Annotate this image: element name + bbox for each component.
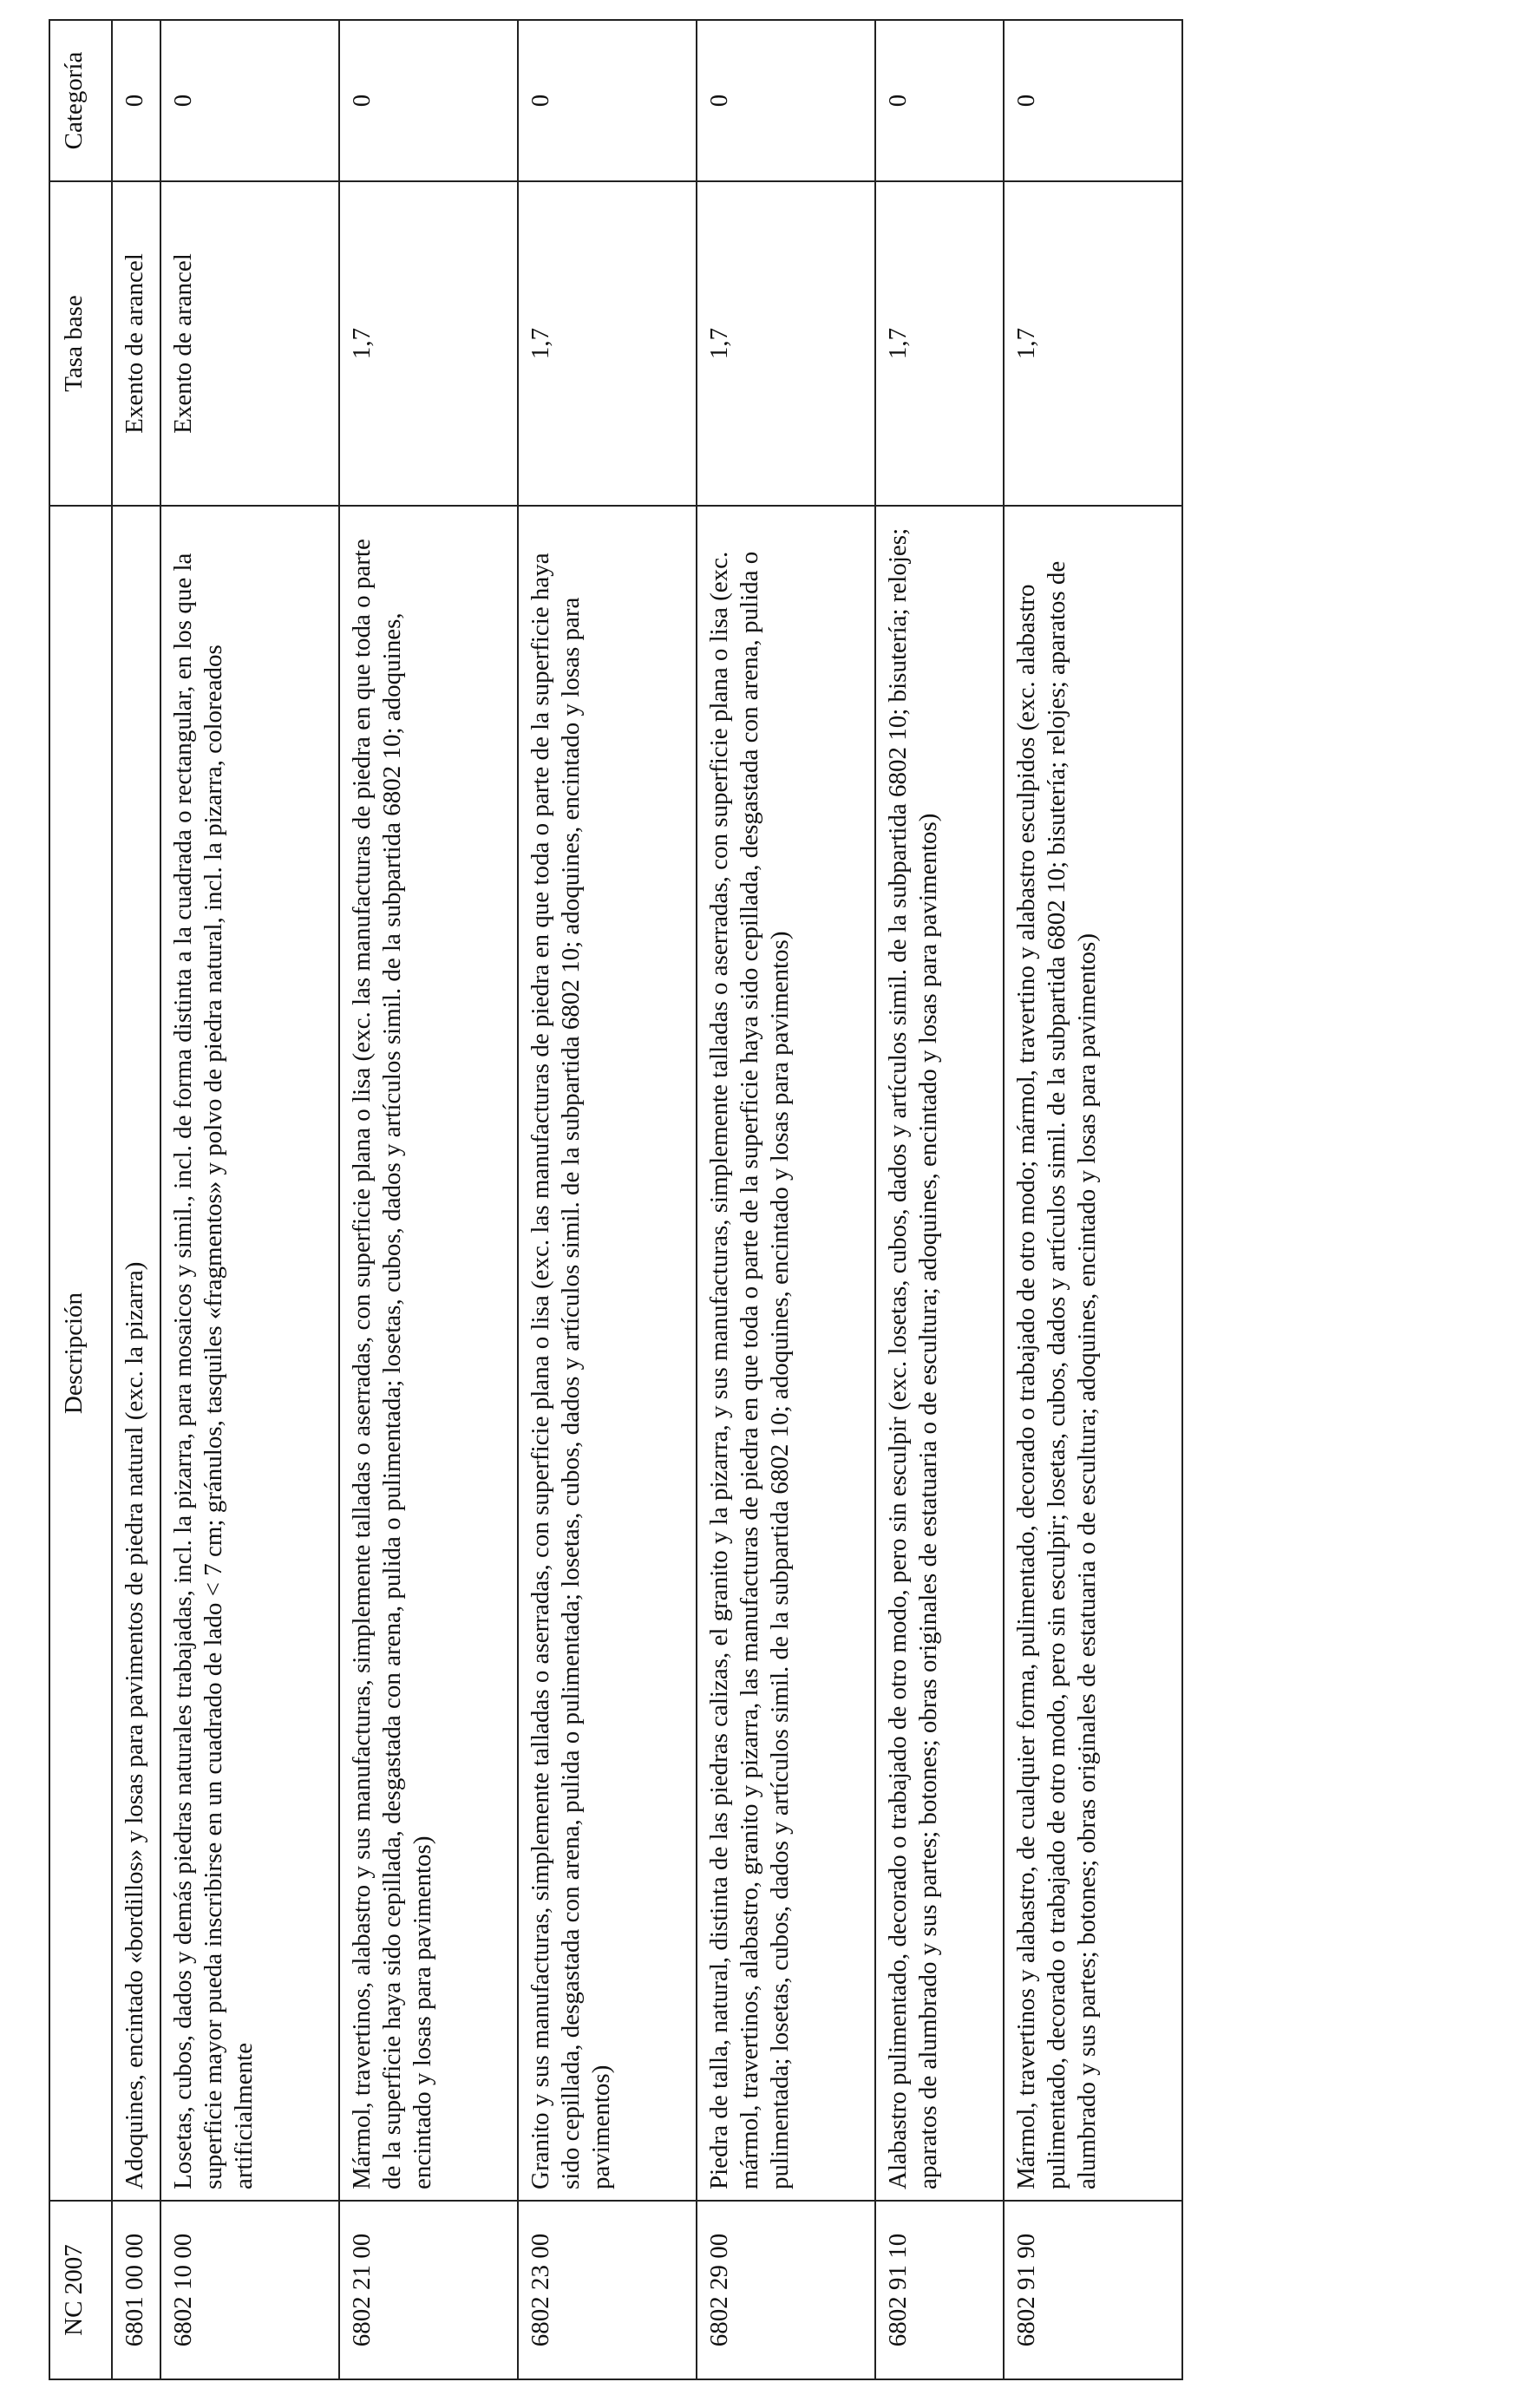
row-base-rate: 1,7 (339, 181, 518, 506)
header-description: Descripción (49, 506, 112, 2201)
table-row (697, 20, 875, 2379)
tariff-table (49, 19, 1183, 2380)
header-code: NC 2007 (49, 2201, 112, 2379)
rotated-page (49, 21, 1183, 2380)
table-row (339, 20, 518, 2379)
row-category: 0 (875, 20, 1003, 181)
row-base-rate: 1,7 (697, 181, 875, 506)
header-category: Categoría (49, 20, 112, 181)
row-description: Losetas, cubos, dados y demás piedras naturales trabajadas, incl. la pizarra, para mosaicos y simil., incl. de forma distinta a la cuadrada o rectangular, en los que la superficie mayor pueda inscribirse en un cuadrado de lado < 7 cm; gránulos, tasquiles «fragmentos» y polvo de piedra natural, incl. la pizarra, coloreados artificialmente (160, 506, 339, 2201)
row-base-rate: 1,7 (518, 181, 697, 506)
row-code: 6802 91 90 (1004, 2201, 1182, 2379)
row-category: 0 (160, 20, 339, 181)
header-base-rate: Tasa base (49, 181, 112, 506)
row-code: 6802 29 00 (697, 2201, 875, 2379)
table-row (1004, 20, 1182, 2379)
row-description: Adoquines, encintado «bordillos» y losas para pavimentos de piedra natural (exc. la pizarra) (112, 506, 160, 2201)
row-category: 0 (697, 20, 875, 181)
row-code: 6802 10 00 (160, 2201, 339, 2379)
table-row (160, 20, 339, 2379)
table-row (875, 20, 1003, 2379)
row-description: Mármol, travertinos, alabastro y sus manufacturas, simplemente talladas o aserradas, con superficie plana o lisa (exc. las manufacturas de piedra en que toda o parte de la superficie haya sido cepillada, desgastada con arena, pulida o pulimentada; losetas, cubos, dados y artículos simil. de la subpartida 6802 10; adoquines, encintado y losas para pavimentos) (339, 506, 518, 2201)
row-base-rate: 1,7 (1004, 181, 1182, 506)
row-code: 6802 21 00 (339, 2201, 518, 2379)
row-category: 0 (518, 20, 697, 181)
row-code: 6802 91 10 (875, 2201, 1003, 2379)
table-row (518, 20, 697, 2379)
row-code: 6802 23 00 (518, 2201, 697, 2379)
row-base-rate: 1,7 (875, 181, 1003, 506)
row-description: Piedra de talla, natural, distinta de las piedras calizas, el granito y la pizarra, y sus manufacturas, simplemente talladas o aserradas, con superficie plana o lisa (exc. mármol, travertinos, alabastro, granito y pizarra, las manufacturas de piedra en que toda o parte de la superficie haya sido cepillada, desgastada con arena, pulida o pulimentada; losetas, cubos, dados y artículos simil. de la subpartida 6802 10; adoquines, encintado y losas para pavimentos) (697, 506, 875, 2201)
row-category: 0 (112, 20, 160, 181)
row-base-rate: Exento de arancel (160, 181, 339, 506)
row-category: 0 (1004, 20, 1182, 181)
row-description: Granito y sus manufacturas, simplemente talladas o aserradas, con superficie plana o lisa (exc. las manufacturas de piedra en que toda o parte de la superficie haya sido cepillada, desgastada con arena, pulida o pulimentada; losetas, cubos, dados y artículos simil. de la subpartida 6802 10; adoquines, encintado y losas para pavimentos) (518, 506, 697, 2201)
table-row (112, 20, 160, 2379)
row-category: 0 (339, 20, 518, 181)
row-base-rate: Exento de arancel (112, 181, 160, 506)
row-description: Alabastro pulimentado, decorado o trabajado de otro modo, pero sin esculpir (exc. losetas, cubos, dados y artículos simil. de la subpartida 6802 10; bisutería; relojes; aparatos de alumbrado y sus partes; botones; obras originales de estatuaria o de escultura; adoquines, encintado y losas para pavimentos) (875, 506, 1003, 2201)
row-code: 6801 00 00 (112, 2201, 160, 2379)
header-row (49, 20, 112, 2379)
row-description: Mármol, travertinos y alabastro, de cualquier forma, pulimentado, decorado o trabajado de otro modo; mármol, travertino y alabastro esculpidos (exc. alabastro pulimentado, decorado o trabajado de otro modo, pero sin esculpir; losetas, cubos, dados y artículos simil. de la subpartida 6802 10; bisutería; relojes; aparatos de alumbrado y sus partes; botones; obras originales de estatuaria o de escultura; adoquines, encintado y losas para pavimentos) (1004, 506, 1182, 2201)
